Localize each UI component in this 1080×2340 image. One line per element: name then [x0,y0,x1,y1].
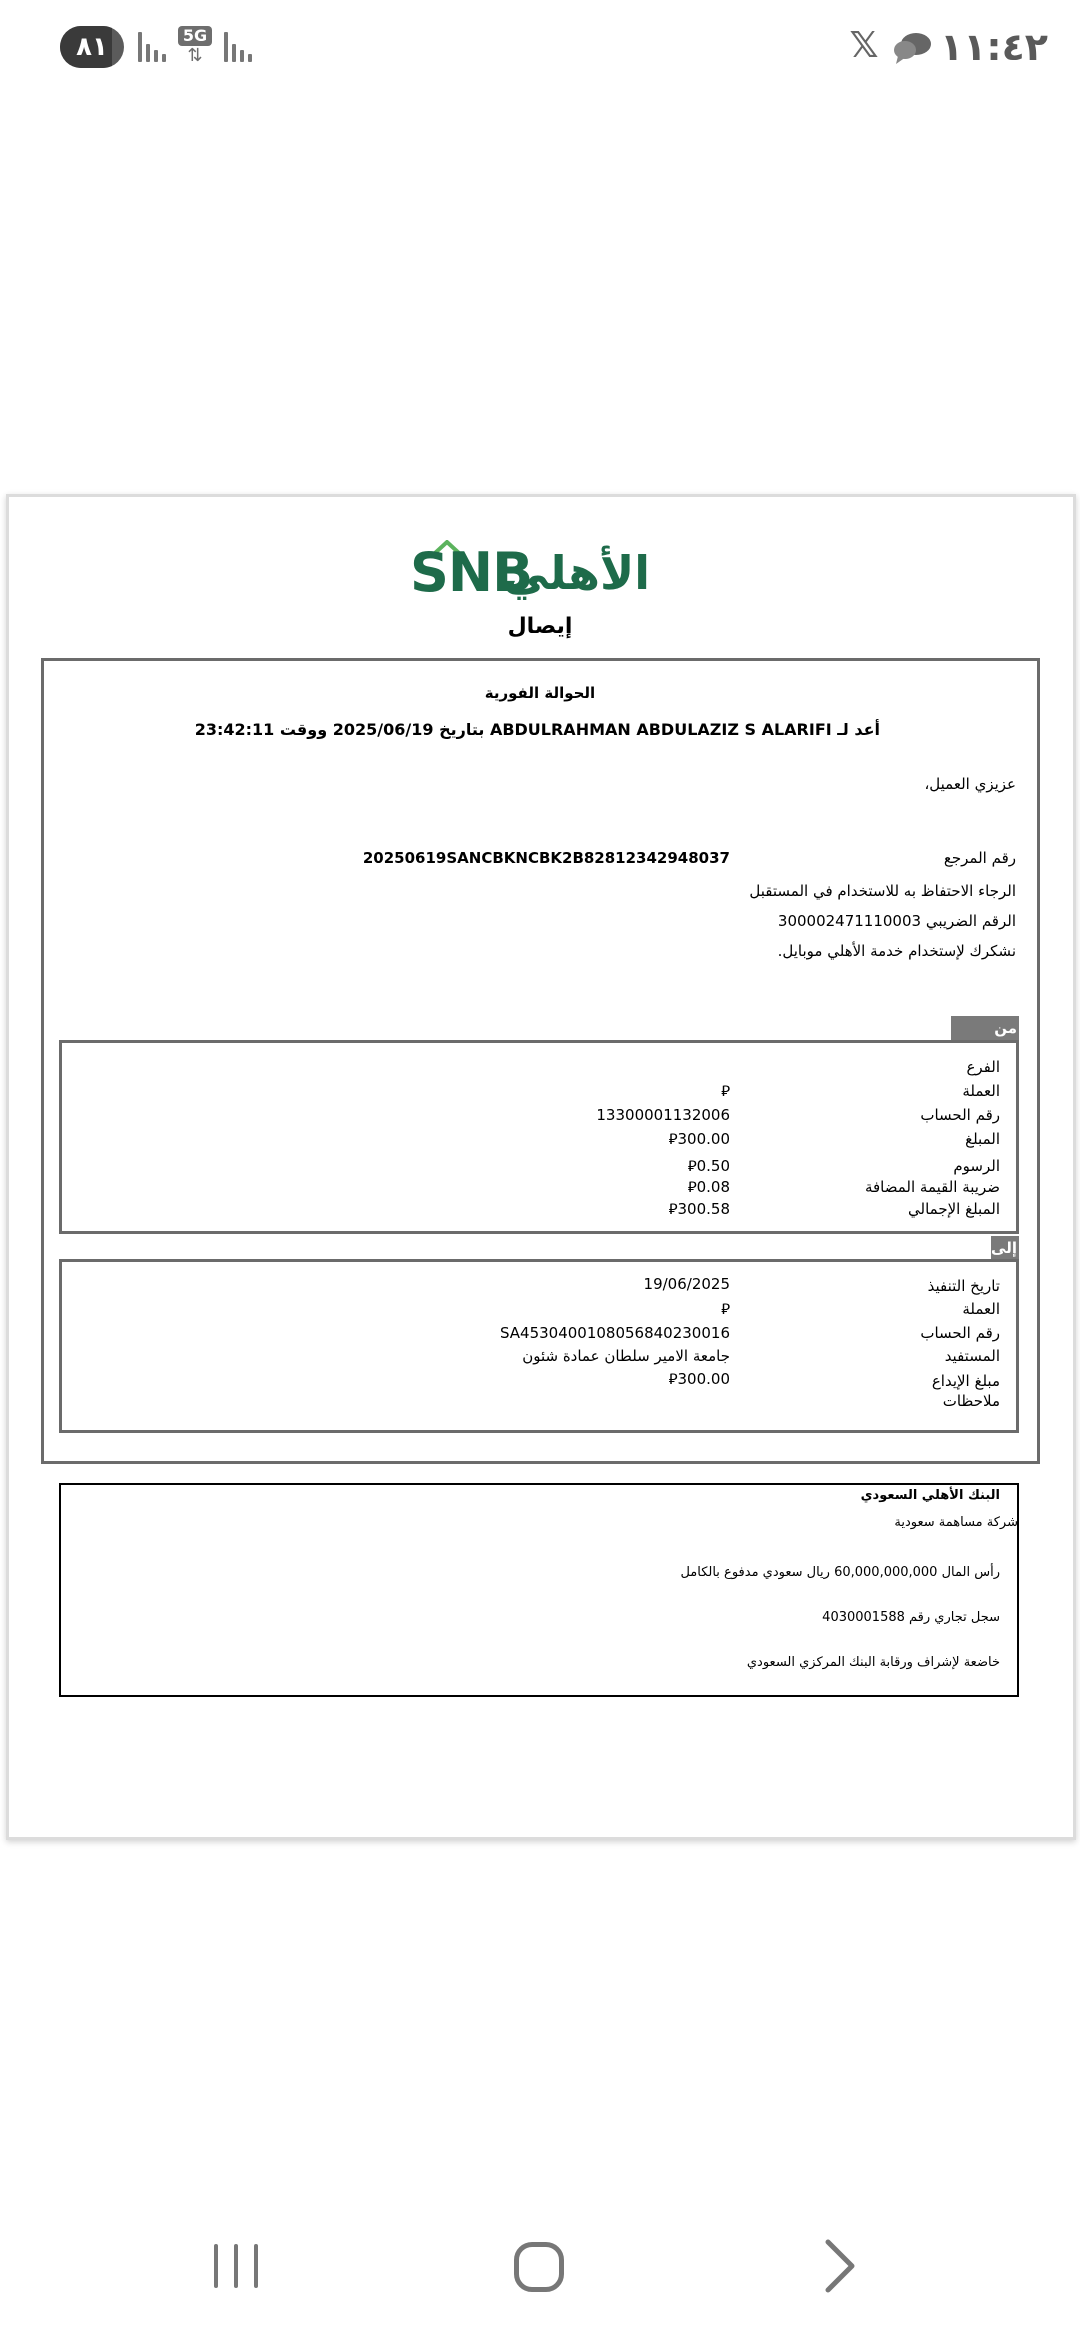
bank-name: البنك الأهلي السعودي [860,1488,1000,1503]
from-section-tag: من [951,1016,1019,1040]
company-type: شركة مساهمة سعودية [894,1515,1018,1530]
from-vat-value: ⃁0.08 [687,1178,730,1196]
keep-note: الرجاء الاحتفاظ به للاستخدام في المستقبل [749,882,1016,900]
from-vat-label: ضريبة القيمة المضافة [864,1178,1000,1196]
signal-bars-icon [138,32,166,62]
x-icon: 𝕏 [849,25,879,66]
reference-label: رقم المرجع [943,849,1016,867]
thanks-note: نشكرك لإستخدام خدمة الأهلي موبايل. [777,942,1016,960]
recent-apps-icon[interactable] [214,2244,258,2288]
chat-bubble-icon [892,30,932,66]
from-account-label: رقم الحساب [920,1106,1000,1124]
from-account-value: 13300001132006 [596,1106,730,1124]
prepared-for-line: أعد لـ ABDULRAHMAN ABDULAZIZ S ALARIFI بتاريخ 2025/06/19 ووقت 23:42:11 [194,720,880,739]
to-beneficiary-value: جامعة الامير سلطان عمادة شئون [522,1347,730,1365]
to-section-tag: إلى [991,1236,1019,1260]
to-beneficiary-label: المستفيد [944,1347,1000,1365]
to-notes-label: ملاحظات [942,1392,1000,1410]
to-account-value: SA4530400108056840230016 [499,1324,730,1342]
receipt-title: إيصال [507,614,573,639]
to-date-label: تاريخ التنفيذ [927,1277,1000,1295]
to-deposit-value: ⃁300.00 [668,1370,730,1388]
to-date-value: 19/06/2025 [643,1275,730,1293]
from-total-label: المبلغ الإجمالي [908,1200,1000,1218]
greeting: عزيزي العميل، [924,775,1016,793]
from-total-value: ⃁300.58 [668,1200,730,1218]
tax-number: الرقم الضريبي 300002471110003 [777,912,1016,930]
from-amount-value: ⃁300.00 [668,1130,730,1148]
capital-line: رأس المال 60,000,000,000 ريال سعودي مدفوع بالكامل [680,1565,1000,1580]
logo-text-ar: الأهلي [502,546,650,600]
back-icon[interactable] [820,2238,860,2294]
to-deposit-label: مبلغ الإيداع [931,1372,1000,1390]
from-currency-label: العملة [962,1082,1000,1100]
status-bar [0,0,1080,100]
from-amount-label: المبلغ [965,1130,1000,1148]
snb-logo [410,540,650,606]
battery-level: ٨١ [76,32,108,62]
battery-indicator [60,26,124,68]
navigation-bar [0,2220,1080,2320]
clock: ١١:٤٢ [940,25,1048,69]
to-account-label: رقم الحساب [920,1324,1000,1342]
to-section-box [59,1259,1019,1433]
supervision-line: خاضعة لإشراف ورقابة البنك المركزي السعودي [746,1655,1000,1670]
from-section-box [59,1040,1019,1234]
reference-value: 20250619SANCBKNCBK2B82812342948037 [362,849,730,867]
from-branch-label: الفرع [966,1058,1000,1076]
commercial-register: سجل تجاري رقم 4030001588 [822,1610,1000,1625]
home-icon[interactable] [514,2242,564,2292]
logo-text-en: SNB [410,541,533,604]
transfer-heading: الحوالة الفورية [484,684,596,702]
to-currency-value: ⃁ [721,1300,730,1318]
from-fees-label: الرسوم [953,1157,1000,1175]
network-5g-icon: 5G ⇅ [178,26,212,66]
from-fees-value: ⃁0.50 [687,1157,730,1175]
to-currency-label: العملة [962,1300,1000,1318]
signal-bars-icon [224,32,252,62]
from-currency-value: ⃁ [721,1082,730,1100]
